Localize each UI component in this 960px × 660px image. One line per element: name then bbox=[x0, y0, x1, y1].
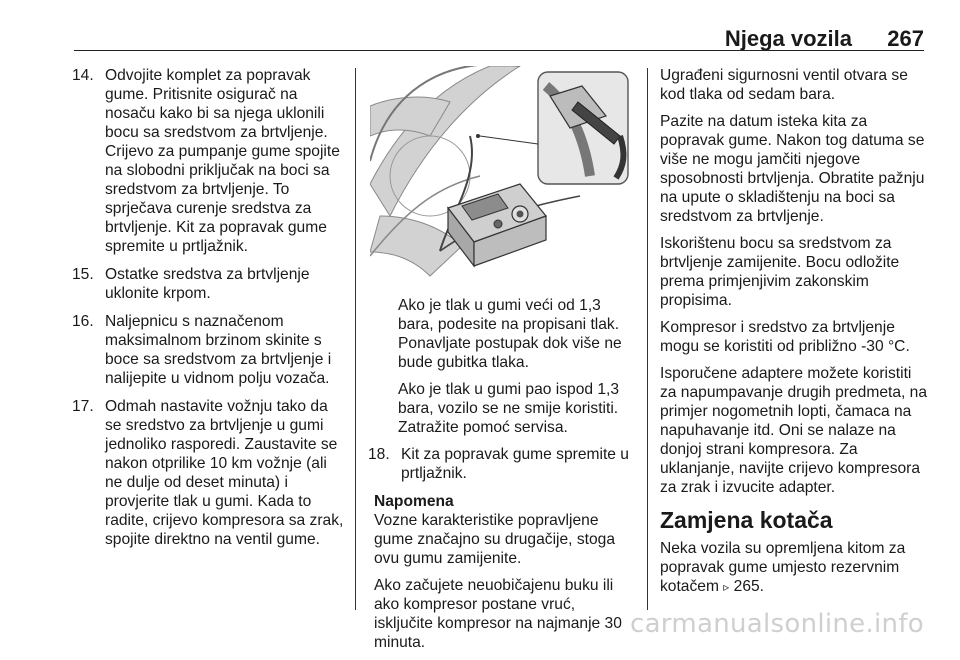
header-divider bbox=[74, 50, 924, 51]
page-reference-link[interactable]: 265. bbox=[733, 578, 765, 595]
note-paragraph: Vozne karakteristike popravljene gume značajno su drugačije, stoga ovu gumu zamijenite. bbox=[374, 512, 615, 567]
paragraph: Iskorištenu bocu sa sredstvom za brtvljenje zamijenite. Bocu odložite prema primjenjivim zakonskim propisima. bbox=[660, 235, 900, 309]
item-text: Kit za popravak gume spremite u prtljažnik. bbox=[401, 446, 629, 482]
item-text: Odvojite komplet za popravak gume. Pritisnite osigurač na nosaču kako bi sa njega uklonili bocu sa sredstvom za brtvljenje. Crijevo za pumpanje gume spojite na slobodni priključak na boci sa sredstvom za brtvljenje. To sprječava curenje sredstva za brtvljenje. Kit za popravak gume spremite u prtljažnik. bbox=[105, 67, 340, 255]
page-reference-arrow-icon: ▹ bbox=[723, 580, 730, 594]
list-item bbox=[72, 312, 346, 388]
paragraph: Ako je tlak u gumi veći od 1,3 bara, podesite na propisani tlak. Ponavljate postupak dok više ne bude gubitka tlaka. bbox=[398, 297, 622, 371]
item-number: 18. bbox=[368, 446, 390, 463]
list-item bbox=[72, 397, 346, 549]
item-text: Naljepnicu s naznačenom maksimalnom brzinom skinite s boce sa sredstvom za brtvljenje i nalijepite u vidnom polju vozača. bbox=[105, 313, 332, 387]
page-header bbox=[0, 0, 960, 52]
paragraph-text: Neka vozila su opremljena kitom za popravak gume umjesto rezervnim kotačem bbox=[660, 540, 906, 595]
list-item bbox=[72, 265, 346, 303]
item-number: 17. bbox=[72, 398, 94, 415]
list-item bbox=[368, 445, 638, 483]
paragraph bbox=[660, 539, 932, 597]
item-number: 15. bbox=[72, 266, 94, 283]
note-title: Napomena bbox=[374, 493, 454, 510]
page-number: 267 bbox=[887, 26, 924, 51]
column-divider bbox=[647, 68, 648, 610]
paragraph: Kompresor i sredstvo za brtvljenje mogu se koristiti od približno -30 °C. bbox=[660, 319, 910, 355]
list-item bbox=[72, 66, 346, 256]
item-number: 16. bbox=[72, 313, 94, 330]
item-text: Ostatke sredstva za brtvljenje uklonite krpom. bbox=[105, 266, 310, 302]
column-divider bbox=[355, 68, 356, 610]
watermark: carmanualsonline.info bbox=[629, 609, 924, 639]
item-text: Odmah nastavite vožnju tako da se sredstvo za brtvljenje u gumi jednoliko rasporedi. Zaustavite se nakon otprilike 10 km vožnje (ali ne dulje od deset minuta) i provjerite tlak u gumi. Kada to radite, crijevo kompresora sa zrak, spojite direktno na ventil gume. bbox=[105, 398, 344, 548]
paragraph: Ako je tlak u gumi pao ispod 1,3 bara, vozilo se ne smije koristiti. Zatražite pomoć servisa. bbox=[398, 381, 620, 436]
column-2 bbox=[368, 66, 638, 660]
paragraph: Isporučene adaptere možete koristiti za napumpavanje drugih predmeta, na primjer nogometnih lopti, čamaca na napuhavanje itd. Oni se nalaze na donjoj strani kompresora. Za uklanjanje, navijte crijevo kompresora za zrak i izvucite adapter. bbox=[660, 365, 928, 496]
tire-repair-kit-illustration bbox=[370, 66, 634, 278]
paragraph: Pazite na datum isteka kita za popravak gume. Nakon tog datuma se više ne mogu jamčiti njegove sposobnosti brtvljenja. Obratite pažnju na upute o skladištenju na boci sa sredstvom za brtvljenje. bbox=[660, 113, 925, 225]
item-number: 14. bbox=[72, 67, 94, 84]
column-1 bbox=[72, 66, 346, 558]
note-paragraph: Ako začujete neuobičajenu buku ili ako kompresor postane vruć, isključite kompresor na najmanje 30 minuta. bbox=[374, 577, 622, 651]
section-heading: Zamjena kotača bbox=[660, 507, 833, 533]
page-title: Njega vozila bbox=[724, 26, 852, 51]
column-3 bbox=[660, 66, 932, 605]
paragraph: Ugrađeni sigurnosni ventil otvara se kod tlaka od sedam bara. bbox=[660, 67, 908, 103]
